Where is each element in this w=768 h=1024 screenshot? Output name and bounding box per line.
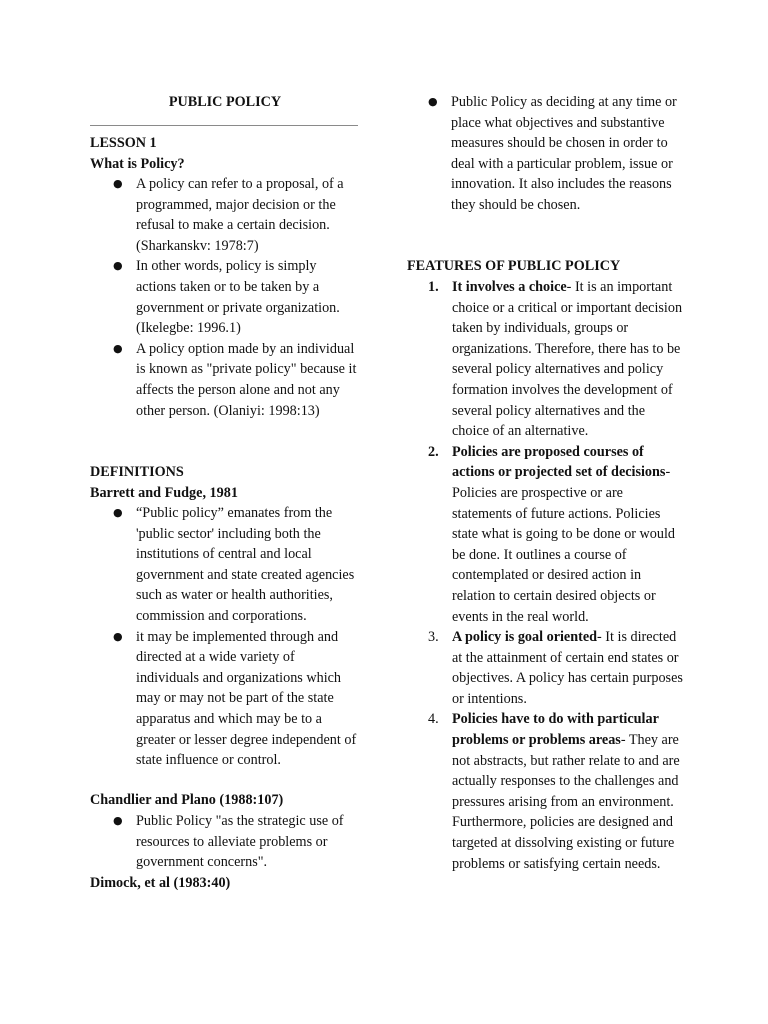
- list-item: ● “Public policy” emanates from the 'public sector' including both the institutions of central and local government and state created agencies such as water or health authorities, commission and corporations.: [90, 503, 360, 627]
- list-item: ● In other words, policy is simply actions taken or to be taken by a government or private organization. (Ikelegbe: 1996.1): [90, 256, 360, 338]
- list-item: ● A policy option made by an individual is known as "private policy" because it affects the person alone and not any other person. (Olaniyi: 1998:13): [90, 339, 360, 421]
- feature-title: It involves a choice: [452, 279, 567, 295]
- features-heading: FEATURES OF PUBLIC POLICY: [407, 258, 621, 274]
- list-item: [407, 709, 683, 874]
- page-title: PUBLIC POLICY: [168, 94, 282, 110]
- title-divider: [90, 125, 358, 126]
- feature-text: - It is an important choice or a critical or important decision taken by individuals, groups or organizations. Therefore, there has to be several policy alternatives and policy formation involves the development of several policy alternatives and the choice of an alternative.: [452, 279, 683, 440]
- list-item: [407, 442, 683, 627]
- feature-text: - Policies are prospective or are statements of future actions. Policies state what is going to be done or would be done. It outlines a course of contemplated or desired action in relation to certain desired objects or events in the real world.: [452, 464, 676, 625]
- chandlier-heading: Chandlier and Plano (1988:107): [90, 792, 284, 808]
- list-item: ● Public Policy as deciding at any time or place what objectives and substantive measures should be chosen in order to deal with a particular problem, issue or innovation. It also includes the reasons they should be chosen.: [405, 92, 685, 216]
- definitions-heading: DEFINITIONS: [90, 464, 184, 480]
- feature-title: Policies are proposed courses of actions or projected set of decisions: [452, 443, 666, 481]
- list-item: [407, 277, 683, 442]
- list-number: 3.: [428, 629, 439, 646]
- list-item: ● it may be implemented through and directed at a wide variety of individuals and organizations which may or may not be part of the state apparatus and which may be to a greater or lesser degree independent of state influence or control.: [90, 627, 360, 771]
- barrett-heading: Barrett and Fudge, 1981: [90, 485, 238, 501]
- lesson-heading: LESSON 1: [90, 135, 157, 151]
- list-item: ● A policy can refer to a proposal, of a programmed, major decision or the refusal to make a certain decision. (Sharkanskv: 1978:7): [90, 174, 360, 256]
- chandlier-bullet-list: [90, 811, 360, 873]
- list-number: 1.: [428, 279, 439, 295]
- features-list: [407, 277, 683, 874]
- what-is-policy-heading: What is Policy?: [90, 156, 185, 172]
- list-item: [407, 627, 683, 709]
- dimock-bullet-list: [405, 92, 685, 216]
- feature-text: - They are not abstracts, but rather relate to and are actually responses to the challenges and pressures arising from an environment. Furthermore, policies are designed and targeted at dissolving existing or future problems or satisfying certain needs.: [452, 732, 680, 872]
- list-number: 4.: [428, 711, 439, 728]
- dimock-heading: Dimock, et al (1983:40): [90, 875, 231, 891]
- feature-text: - It is directed at the attainment of certain end states or objectives. A policy has certain purposes or intentions.: [452, 629, 683, 707]
- policy-bullet-list: [90, 174, 360, 421]
- feature-title: A policy is goal oriented: [452, 629, 598, 646]
- barrett-bullet-list: [90, 503, 360, 771]
- feature-title: Policies have to do with particular problems or problems areas: [452, 711, 659, 749]
- list-number: 2.: [428, 443, 439, 460]
- list-item: ● Public Policy "as the strategic use of resources to alleviate problems or government concerns".: [90, 811, 360, 873]
